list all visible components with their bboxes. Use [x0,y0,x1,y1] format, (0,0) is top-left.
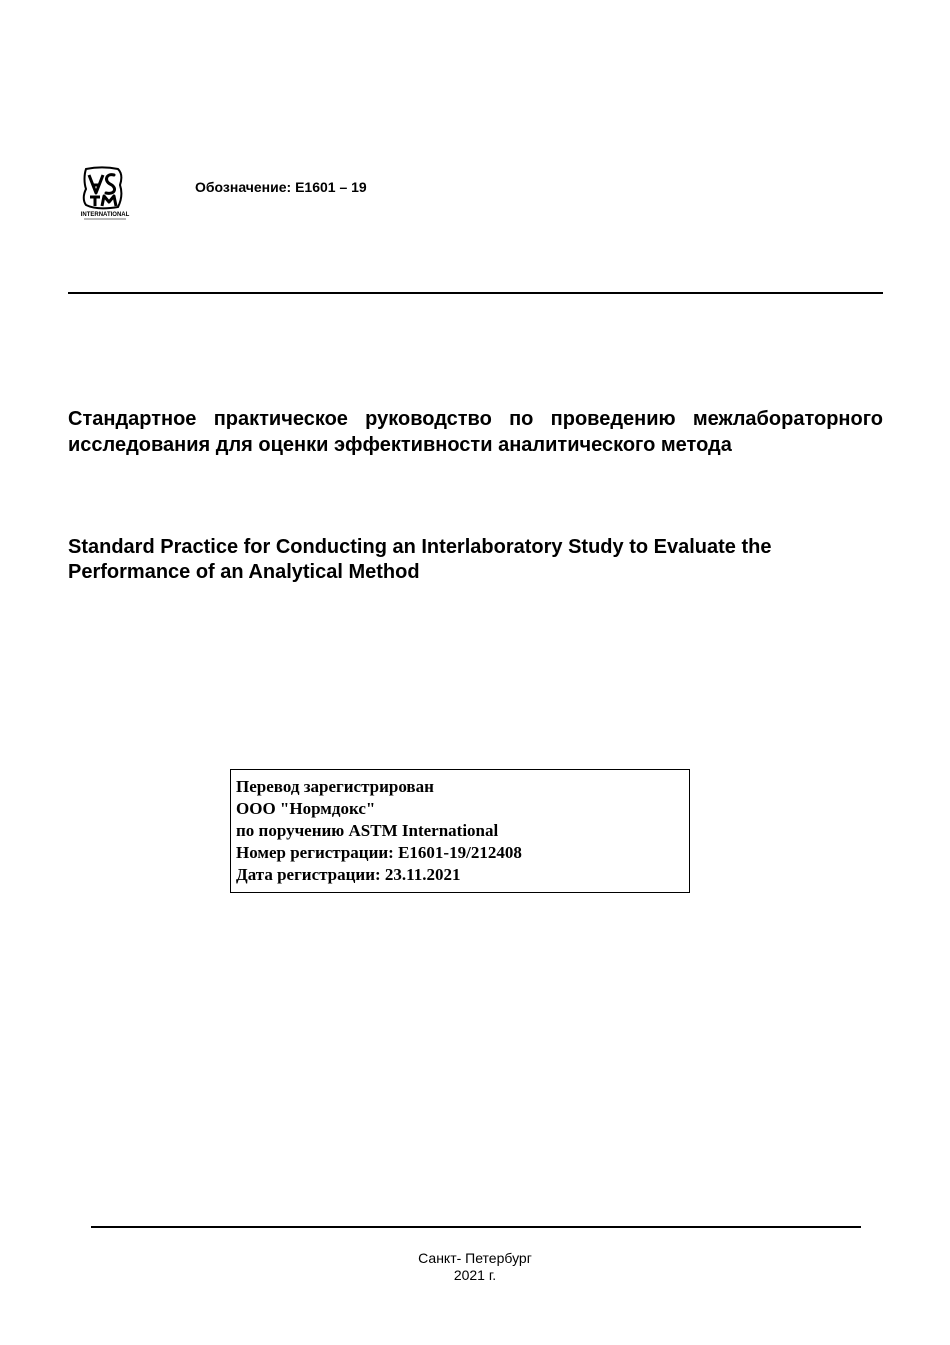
title-english: Standard Practice for Conducting an Interlaboratory Study to Evaluate the Performance of an Analytical Method [68,536,772,583]
astm-logo-icon [80,165,130,221]
footer [0,1250,950,1284]
document-designation: Обозначение: E1601 – 19 [195,179,367,195]
registration-box [230,769,690,893]
registration-line-number: Номер регистрации: E1601-19/212408 [236,843,522,862]
footer-city: Санкт- Петербург [418,1250,532,1266]
registration-line-date: Дата регистрации: 23.11.2021 [236,865,461,884]
registration-line-company: ООО "Нормдокс" [236,799,376,818]
title-russian: Стандартное практическое руководство по проведению межлабораторного исследования для оценки эффективности аналитического метода [68,408,883,456]
registration-line-commission: по поручению ASTM International [236,821,499,840]
logo-text: INTERNATIONAL [80,212,130,218]
top-divider [68,292,883,294]
bottom-divider [91,1226,861,1228]
footer-year: 2021 г. [453,1267,497,1283]
registration-line-translated: Перевод зарегистрирован [236,777,434,796]
